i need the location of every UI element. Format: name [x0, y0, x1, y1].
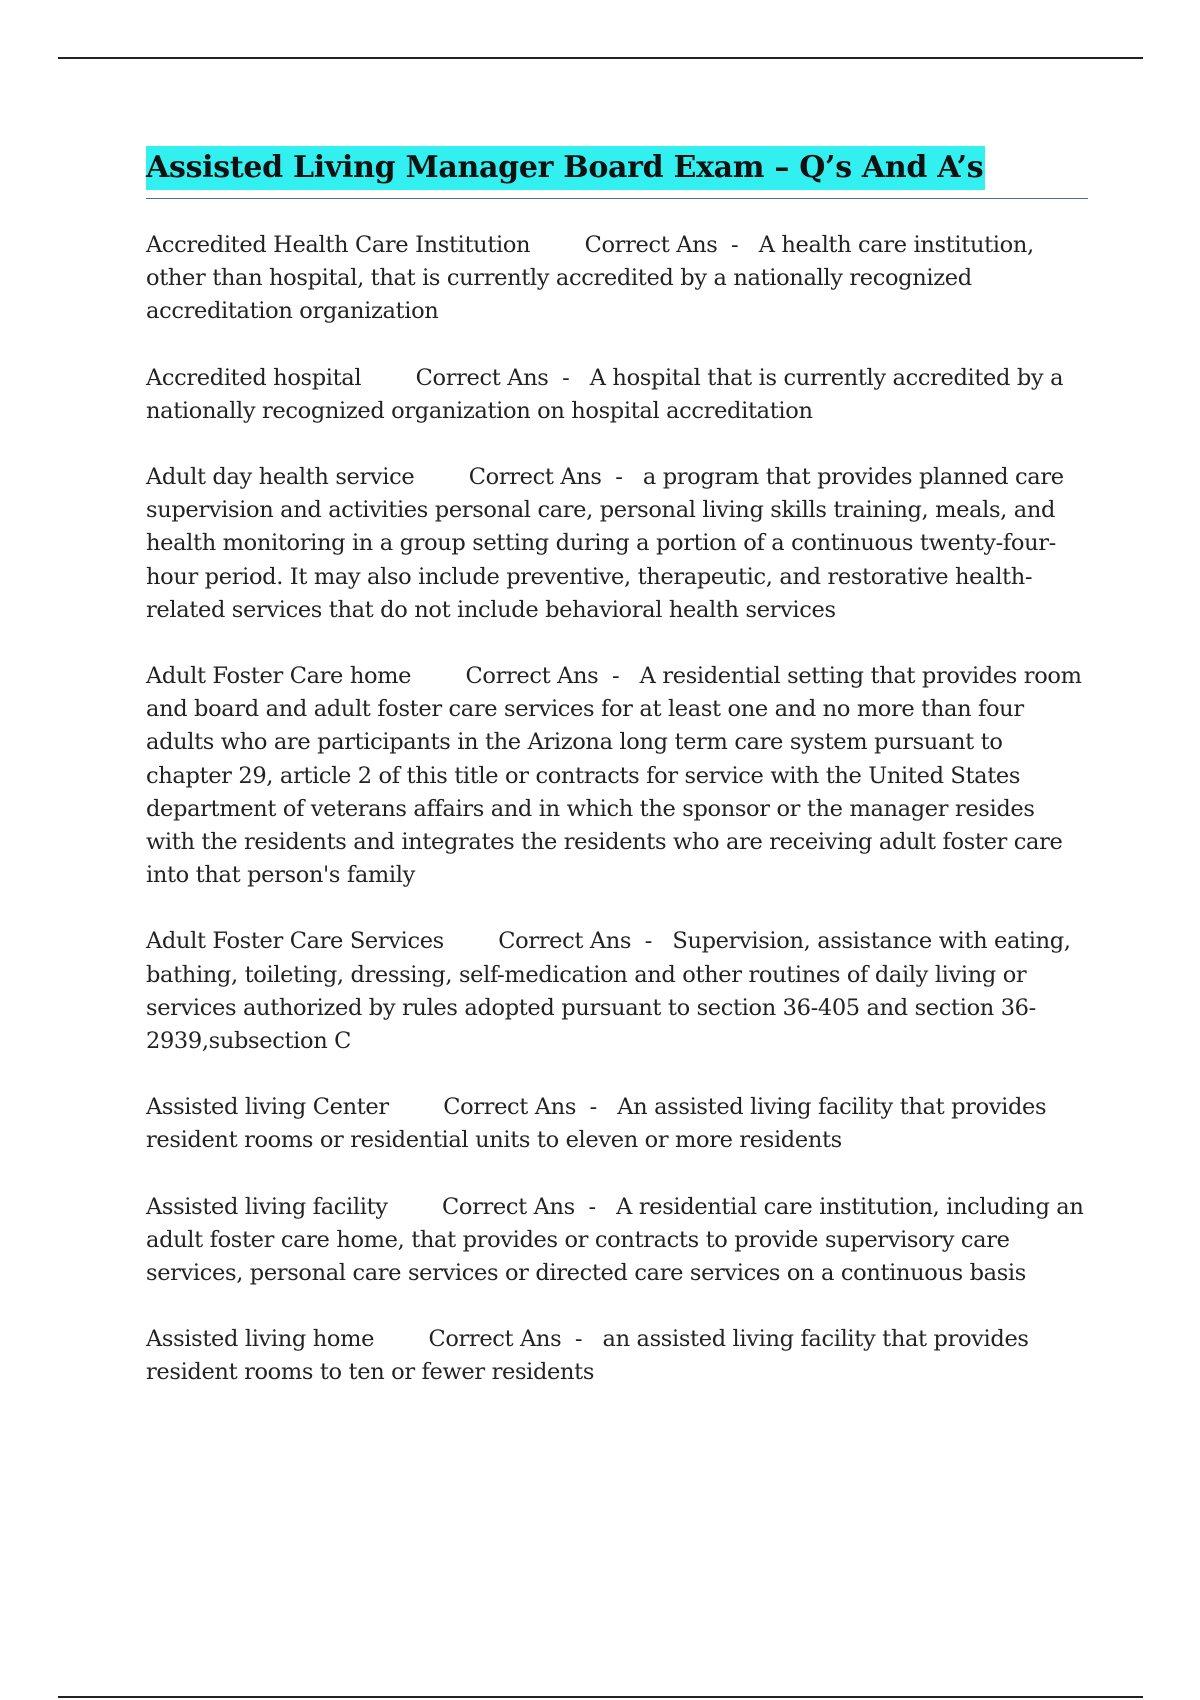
qa-entry — [146, 925, 1088, 1058]
qa-answer: an assisted living facility that provides resident rooms to ten or fewer residents — [146, 1326, 1029, 1386]
qa-entry — [146, 1191, 1088, 1291]
document-body — [146, 146, 1088, 1423]
qa-term: Assisted living home — [146, 1326, 375, 1353]
qa-term: Assisted living facility — [146, 1193, 388, 1220]
bottom-rule — [58, 1696, 1143, 1698]
qa-term: Adult Foster Care Services — [146, 928, 444, 955]
qa-answer: An assisted living facility that provides resident rooms or residential units to eleven or more residents — [146, 1094, 1047, 1154]
qa-entry — [146, 229, 1088, 329]
top-rule — [58, 57, 1143, 59]
qa-entry — [146, 660, 1088, 892]
qa-answer: A hospital that is currently accredited by a nationally recognized organization on hospital accreditation — [146, 364, 1064, 424]
qa-separator: Correct Ans - — [414, 464, 643, 491]
qa-term: Accredited hospital — [146, 364, 362, 391]
qa-separator: Correct Ans - — [411, 663, 640, 690]
qa-entry — [146, 461, 1088, 627]
qa-separator: Correct Ans - — [374, 1326, 603, 1353]
qa-separator: Correct Ans - — [361, 364, 590, 391]
qa-entry — [146, 362, 1088, 428]
qa-term: Accredited Health Care Institution — [146, 232, 531, 258]
qa-term: Adult day health service — [146, 464, 415, 491]
qa-separator: Correct Ans - — [443, 928, 673, 955]
qa-term: Adult Foster Care home — [146, 663, 412, 690]
qa-separator: Correct Ans - — [388, 1094, 618, 1121]
qa-term: Assisted living Center — [146, 1094, 389, 1121]
qa-separator: Correct Ans - — [387, 1193, 617, 1220]
qa-answer: A residential setting that provides room and board and adult foster care services for at least one and no more than four adults who are participants in the Arizona long term care system pursuant to chapter 29, article 2 of this title or contracts for service with the United States department of veterans affairs and in which the sponsor or the manager resides with the residents and integrates the residents who are receiving adult foster care into that person's family — [146, 663, 1082, 889]
qa-separator: Correct Ans - — [530, 232, 759, 258]
document-title: Assisted Living Manager Board Exam – Q’s And A’s — [146, 146, 985, 190]
qa-answer: Supervision, assistance with eating, bathing, toileting, dressing, self-medication and other routines of daily living or services authorized by rules adopted pursuant to section 36-405 and section 36-2939,subsection C — [146, 928, 1071, 1055]
qa-answer: a program that provides planned care supervision and activities personal care, personal living skills training, meals, and health monitoring in a group setting during a portion of a continuous twenty-four-hour period. It may also include preventive, therapeutic, and restorative health-related services that do not include behavioral health services — [146, 464, 1064, 623]
qa-answer: A health care institution, other than hospital, that is currently accredited by a nationally recognized accreditation organization — [146, 232, 1034, 325]
title-block — [146, 146, 1088, 199]
qa-entry — [146, 1323, 1088, 1389]
qa-entry — [146, 1091, 1088, 1157]
qa-answer: A residential care institution, including an adult foster care home, that provides or contracts to provide supervisory care services, personal care services or directed care services on a continuous basis — [146, 1193, 1084, 1287]
